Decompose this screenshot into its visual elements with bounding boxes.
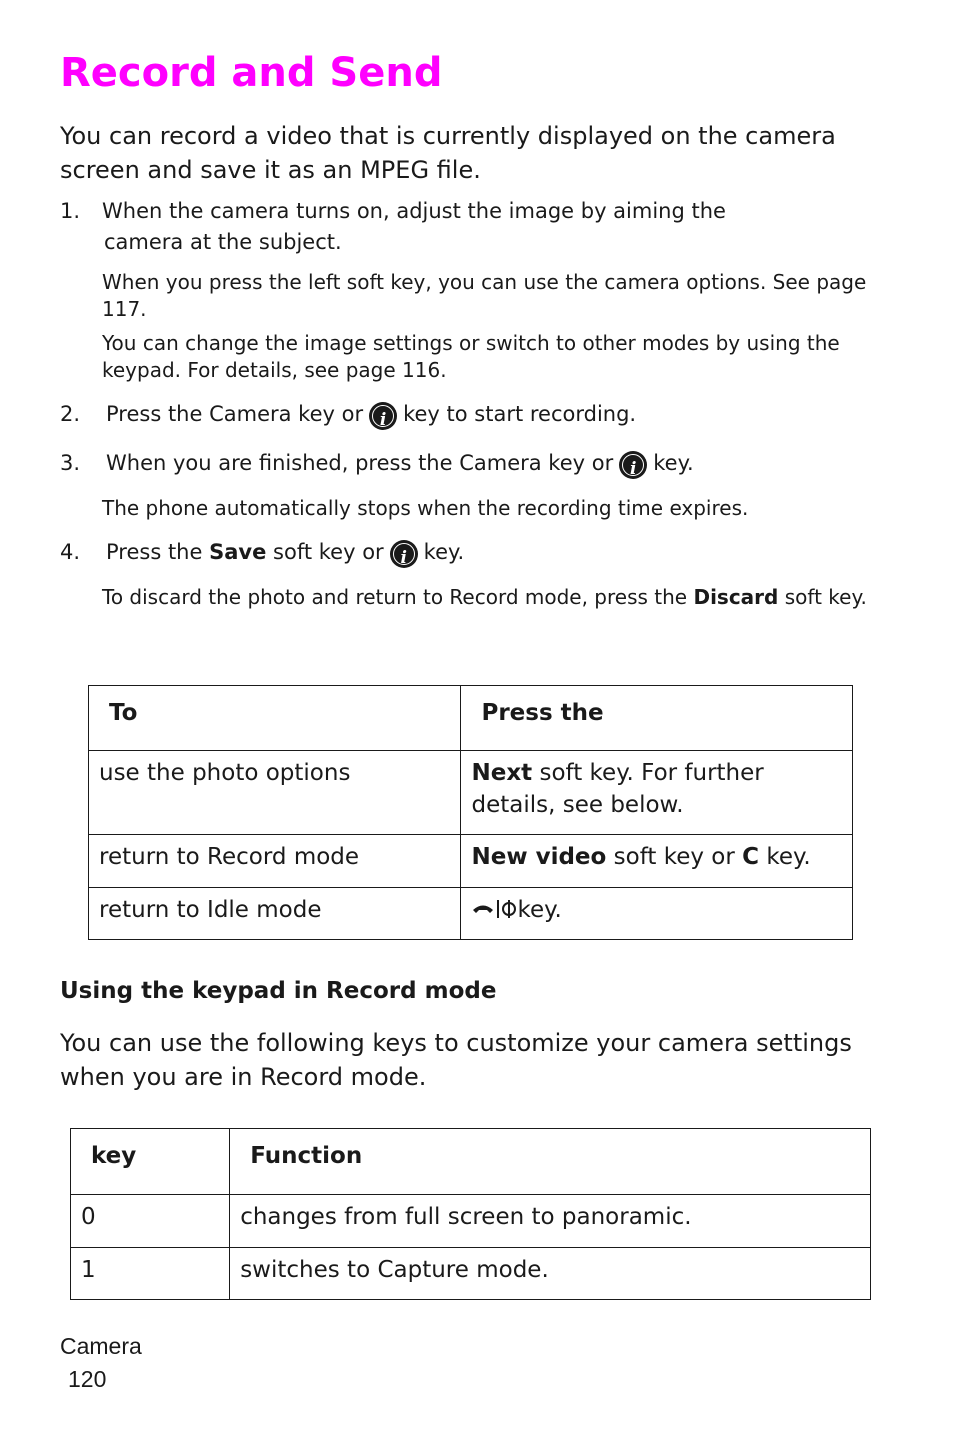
- step-text: Press the: [106, 540, 203, 564]
- step-4: [60, 537, 464, 568]
- section-heading: Using the keypad in Record mode: [60, 978, 497, 1004]
- end-power-key-icon: [471, 894, 517, 926]
- step-1-continued: [104, 227, 342, 258]
- note-auto-stop: The phone automatically stops when the recording time expires.: [102, 496, 749, 520]
- column-header-to: To: [89, 686, 461, 751]
- center-key-icon: i: [369, 402, 397, 430]
- table-row: [71, 1248, 871, 1300]
- step-number: 2.: [60, 402, 81, 426]
- table-cell: key.: [461, 888, 853, 940]
- step-number: 4.: [60, 540, 81, 564]
- table-cell: 0: [71, 1195, 230, 1248]
- note-discard: To discard the photo and return to Record mode, press the Discard soft key.: [102, 585, 867, 609]
- step-2: [60, 399, 636, 430]
- step-text: When the camera turns on, adjust the image by aiming the: [102, 199, 726, 223]
- step-1: [60, 196, 726, 227]
- step-text: camera at the subject.: [104, 230, 342, 254]
- step-text: soft key or: [273, 540, 384, 564]
- column-header-function: Function: [230, 1129, 871, 1195]
- column-header-key: key: [71, 1129, 230, 1195]
- step-text: key.: [423, 540, 465, 564]
- table-cell: return to Record mode: [89, 835, 461, 888]
- keypad-table: [70, 1128, 871, 1300]
- table-cell: return to Idle mode: [89, 888, 461, 940]
- center-key-icon: i: [390, 540, 418, 568]
- step-number: 1.: [60, 199, 81, 223]
- step-text: key to start recording.: [403, 402, 637, 426]
- table-row: [89, 888, 853, 940]
- table-row: [71, 1195, 871, 1248]
- table-cell: use the photo options: [89, 751, 461, 835]
- table-row: [89, 835, 853, 888]
- page-number: 120: [68, 1366, 107, 1392]
- note-image-settings: You can change the image settings or switch to other modes by using the keypad. For details, see page 116.: [102, 331, 840, 382]
- step-number: 3.: [60, 451, 81, 475]
- page-title: Record and Send: [60, 50, 443, 96]
- column-header-press: Press the: [461, 686, 853, 751]
- step-3: [60, 448, 694, 479]
- center-key-icon: i: [619, 451, 647, 479]
- table-cell: 1: [71, 1248, 230, 1300]
- step-text: Press the Camera key or: [106, 402, 364, 426]
- step-text: key.: [653, 451, 694, 475]
- intro-paragraph: You can record a video that is currently displayed on the camera screen and save it as an MPEG file.: [60, 122, 836, 184]
- table-cell: changes from full screen to panoramic.: [230, 1195, 871, 1248]
- table-row: [89, 751, 853, 835]
- keypad-paragraph: You can use the following keys to customize your camera settings when you are in Record mode.: [60, 1029, 852, 1091]
- footer-section: Camera: [60, 1333, 142, 1359]
- note-camera-options: When you press the left soft key, you can use the camera options. See page 117.: [102, 270, 867, 321]
- save-key-label: Save: [209, 540, 267, 564]
- options-table: [88, 685, 853, 940]
- table-cell: switches to Capture mode.: [230, 1248, 871, 1300]
- discard-key-label: Discard: [693, 585, 779, 609]
- table-cell: New video soft key or C key.: [461, 835, 853, 888]
- table-cell: Next soft key. For further details, see below.: [461, 751, 853, 835]
- table-header-row: [89, 686, 853, 751]
- table-header-row: [71, 1129, 871, 1195]
- step-text: When you are finished, press the Camera key or: [106, 451, 614, 475]
